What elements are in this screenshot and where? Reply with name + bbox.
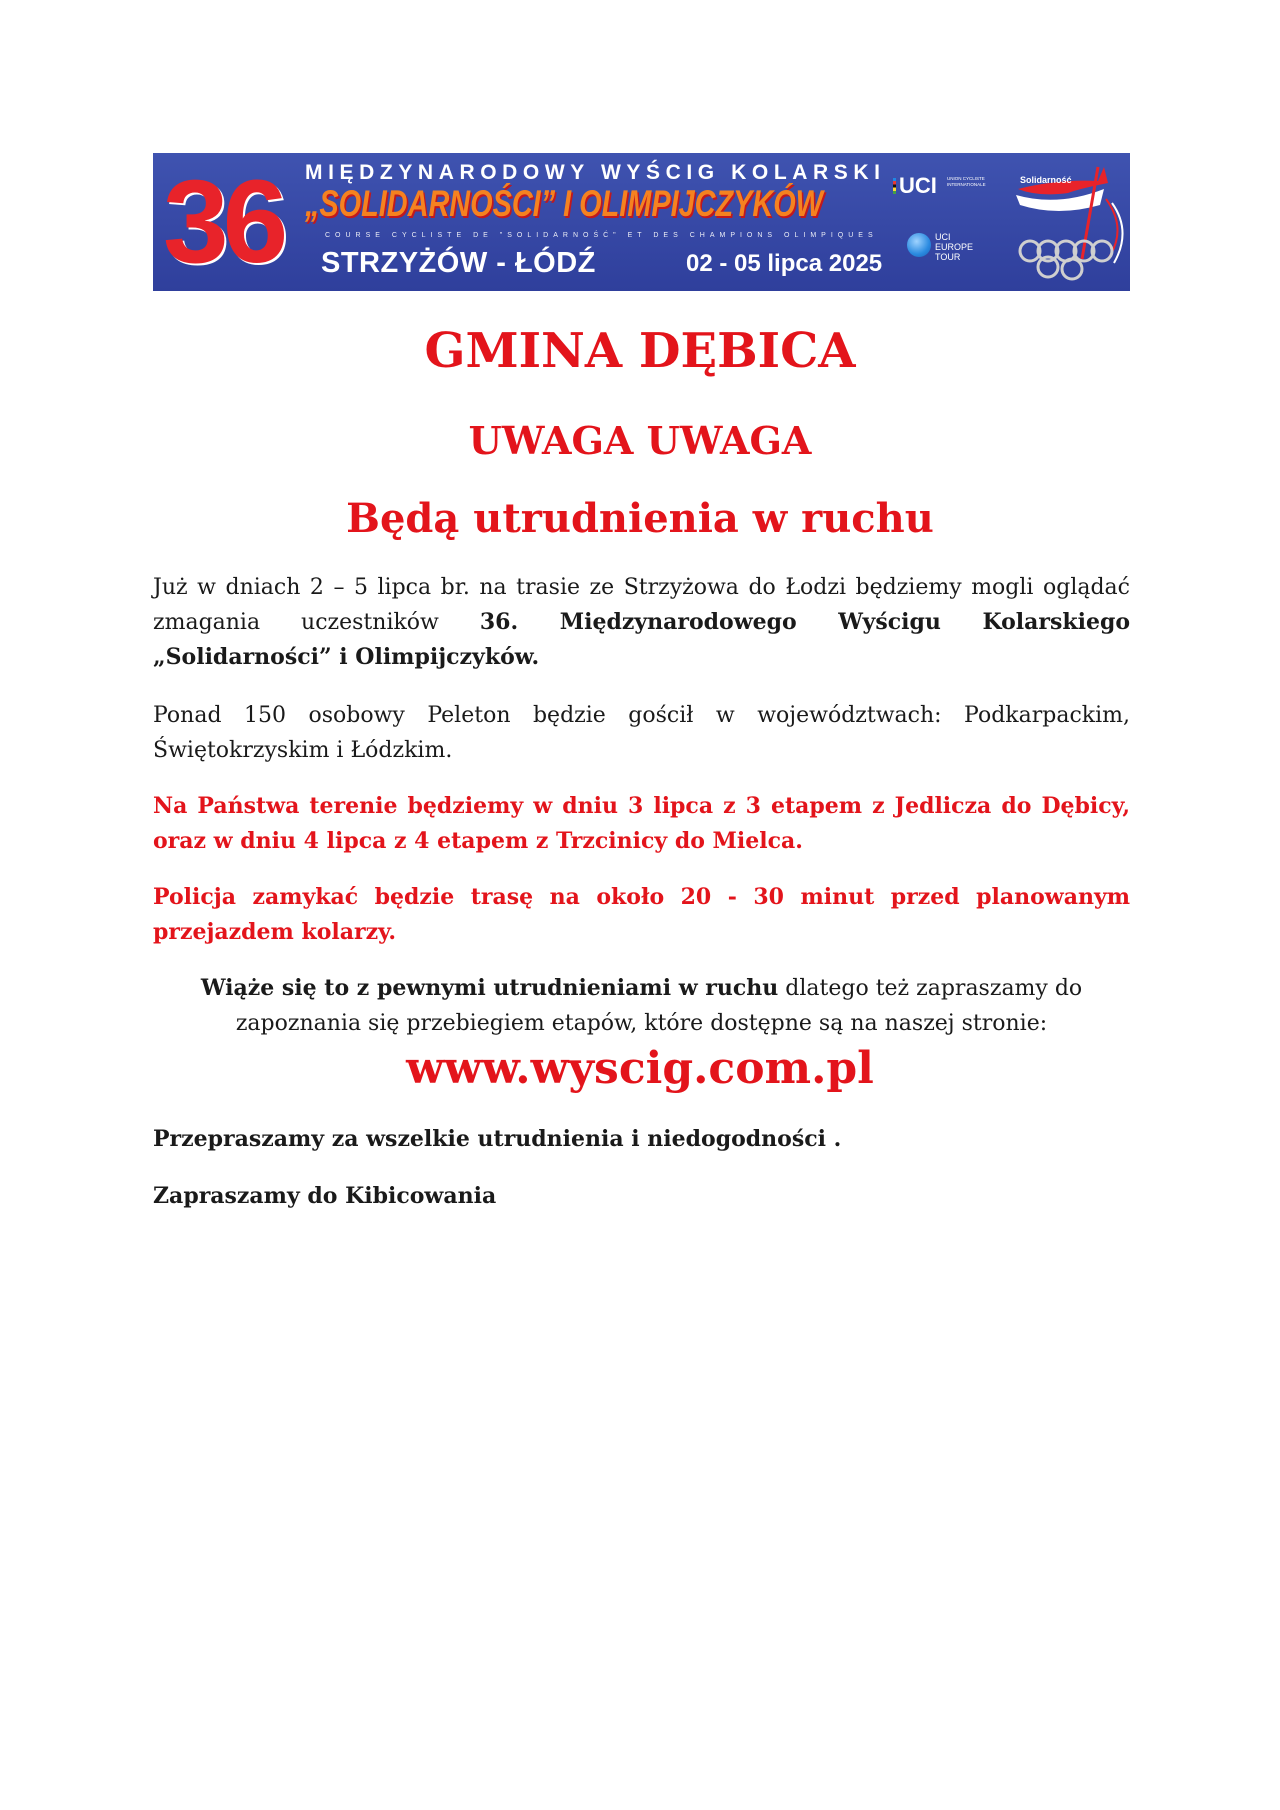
traffic-info-bold: Wiąże się to z pewnymi utrudnieniami w ruchu — [200, 975, 779, 1001]
banner-edition-number: 36 — [163, 156, 283, 288]
uci-globe-icon — [907, 233, 931, 257]
uci-europe-tour: UCI EUROPE TOUR — [935, 232, 974, 262]
uci-rainbow-icon — [893, 178, 896, 194]
paragraph-intro — [153, 570, 1130, 675]
banner-line2: „SOLIDARNOŚCI” I OLIMPIJCZYKÓW — [305, 183, 823, 224]
website-link[interactable]: www.wyscig.com.pl — [406, 1043, 874, 1094]
apology-text: Przepraszamy za wszelkie utrudnienia i niedogodności . — [153, 1126, 842, 1152]
banner-line1: MIĘDZYNARODOWY WYŚCIG KOLARSKI — [305, 161, 886, 184]
solidarnosc-olympic-logo — [1008, 159, 1128, 287]
intro-text: Już w dniach 2 – 5 lipca br. na trasie ze Strzyżowa do Łodzi będziemy mogli oglądać zmagania uczestników — [153, 575, 1130, 635]
paragraph-traffic-info — [153, 971, 1130, 1041]
banner-line3: COURSE CYCLISTE DE "SOLIDARNOŚĆ" ET DES CHAMPIONS OLIMPIQUES — [325, 232, 878, 239]
paragraph-police: Policja zamykać będzie trasę na około 20 - 30 minut przed planowanym przejazdem kolarzy. — [153, 884, 1130, 945]
banner-route: STRZYŻÓW - ŁÓDŹ — [321, 247, 596, 279]
traffic-info-text: dlatego też zapraszamy do zapoznania się przebiegiem etapów, które dostępne są na naszej stronie: — [235, 976, 1083, 1036]
page-title: GMINA DĘBICA — [424, 323, 856, 379]
logo-solidarnosc-text: Solidarność — [1020, 175, 1072, 185]
intro-event-name: 36. Międzynarodowego Wyścigu Kolarskiego „Solidarności” i Olimpijczyków. — [153, 609, 1131, 670]
uci-subtitle: UNION CYCLISTE INTERNATIONALE — [947, 176, 986, 187]
headline: Będą utrudnienia w ruchu — [346, 495, 934, 542]
paragraph-stages: Na Państwa terenie będziemy w dniu 3 lipca z 3 etapem z Jedlicza do Dębicy, oraz w dniu 4 lipca z 4 etapem z Trzcinicy do Mielca. — [153, 793, 1130, 854]
invitation-text: Zapraszamy do Kibicowania — [153, 1183, 497, 1209]
uci-text: UCI — [899, 173, 937, 198]
paragraph-peloton: Ponad 150 osobowy Peleton będzie gościł w województwach: Podkarpackim, Świętokrzyskim i Łódzkim. — [153, 703, 1130, 763]
uci-logo — [893, 173, 993, 263]
alert-subtitle: UWAGA UWAGA — [468, 418, 812, 463]
event-banner — [153, 153, 1130, 291]
banner-dates: 02 - 05 lipca 2025 — [686, 250, 883, 277]
